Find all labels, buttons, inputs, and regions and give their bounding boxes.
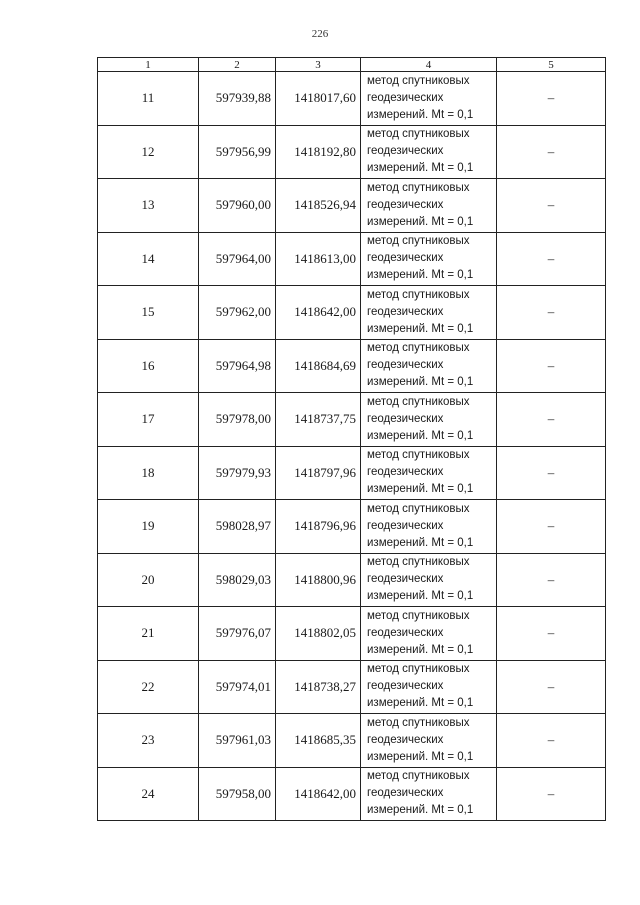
x-coordinate-cell: 597964,00 bbox=[199, 232, 276, 286]
method-line-3: измерений. Mt = 0,1 bbox=[367, 376, 474, 389]
method-line-3: измерений. Mt = 0,1 bbox=[367, 162, 474, 175]
page-number: 226 bbox=[311, 28, 329, 40]
method-cell bbox=[361, 714, 497, 768]
method-line-1: метод спутниковых bbox=[367, 663, 470, 676]
point-number-cell: 15 bbox=[98, 286, 199, 340]
point-number-cell: 13 bbox=[98, 179, 199, 233]
point-number-cell: 18 bbox=[98, 446, 199, 500]
method-cell bbox=[361, 286, 497, 340]
method-line-2: геодезических bbox=[367, 252, 444, 265]
x-coordinate-cell: 597978,00 bbox=[199, 393, 276, 447]
method-line-2: геодезических bbox=[367, 787, 444, 800]
x-coordinate-cell: 597961,03 bbox=[199, 714, 276, 768]
point-number-cell: 17 bbox=[98, 393, 199, 447]
table-body bbox=[98, 72, 606, 821]
y-coordinate-cell: 1418796,96 bbox=[276, 500, 361, 554]
note-cell: – bbox=[497, 125, 606, 179]
x-coordinate-cell: 597960,00 bbox=[199, 179, 276, 233]
method-line-3: измерений. Mt = 0,1 bbox=[367, 269, 474, 282]
method-line-3: измерений. Mt = 0,1 bbox=[367, 804, 474, 817]
table-row bbox=[98, 500, 606, 554]
y-coordinate-cell: 1418526,94 bbox=[276, 179, 361, 233]
y-coordinate-cell: 1418613,00 bbox=[276, 232, 361, 286]
method-line-1: метод спутниковых bbox=[367, 609, 470, 622]
method-line-1: метод спутниковых bbox=[367, 74, 470, 87]
point-number-cell: 16 bbox=[98, 339, 199, 393]
method-line-2: геодезических bbox=[367, 91, 444, 104]
method-line-2: геодезических bbox=[367, 145, 444, 158]
method-line-2: геодезических bbox=[367, 626, 444, 639]
table-row bbox=[98, 446, 606, 500]
method-cell bbox=[361, 767, 497, 821]
method-line-1: метод спутниковых bbox=[367, 128, 470, 141]
y-coordinate-cell: 1418017,60 bbox=[276, 72, 361, 126]
method-line-1: метод спутниковых bbox=[367, 502, 470, 515]
table-row bbox=[98, 232, 606, 286]
method-line-3: измерений. Mt = 0,1 bbox=[367, 536, 474, 549]
x-coordinate-cell: 597974,01 bbox=[199, 660, 276, 714]
header-col-5: 5 bbox=[497, 58, 606, 72]
x-coordinate-cell: 597964,98 bbox=[199, 339, 276, 393]
y-coordinate-cell: 1418684,69 bbox=[276, 339, 361, 393]
method-line-1: метод спутниковых bbox=[367, 235, 470, 248]
note-cell: – bbox=[497, 660, 606, 714]
x-coordinate-cell: 597976,07 bbox=[199, 607, 276, 661]
header-col-3: 3 bbox=[276, 58, 361, 72]
table-row bbox=[98, 339, 606, 393]
table-row bbox=[98, 607, 606, 661]
note-cell: – bbox=[497, 232, 606, 286]
method-cell bbox=[361, 446, 497, 500]
x-coordinate-cell: 597956,99 bbox=[199, 125, 276, 179]
method-line-3: измерений. Mt = 0,1 bbox=[367, 590, 474, 603]
x-coordinate-cell: 597962,00 bbox=[199, 286, 276, 340]
table-row bbox=[98, 125, 606, 179]
coordinates-table bbox=[97, 57, 606, 821]
y-coordinate-cell: 1418192,80 bbox=[276, 125, 361, 179]
point-number-cell: 14 bbox=[98, 232, 199, 286]
y-coordinate-cell: 1418642,00 bbox=[276, 767, 361, 821]
method-cell bbox=[361, 72, 497, 126]
method-line-1: метод спутниковых bbox=[367, 342, 470, 355]
note-cell: – bbox=[497, 553, 606, 607]
y-coordinate-cell: 1418737,75 bbox=[276, 393, 361, 447]
header-col-4: 4 bbox=[361, 58, 497, 72]
y-coordinate-cell: 1418800,96 bbox=[276, 553, 361, 607]
note-cell: – bbox=[497, 339, 606, 393]
method-line-3: измерений. Mt = 0,1 bbox=[367, 697, 474, 710]
method-line-1: метод спутниковых bbox=[367, 556, 470, 569]
method-line-1: метод спутниковых bbox=[367, 770, 470, 783]
x-coordinate-cell: 598029,03 bbox=[199, 553, 276, 607]
method-line-2: геодезических bbox=[367, 680, 444, 693]
method-line-3: измерений. Mt = 0,1 bbox=[367, 750, 474, 763]
table-row bbox=[98, 714, 606, 768]
table-row bbox=[98, 72, 606, 126]
point-number-cell: 19 bbox=[98, 500, 199, 554]
point-number-cell: 22 bbox=[98, 660, 199, 714]
method-line-1: метод спутниковых bbox=[367, 395, 470, 408]
point-number-cell: 12 bbox=[98, 125, 199, 179]
point-number-cell: 11 bbox=[98, 72, 199, 126]
method-cell bbox=[361, 607, 497, 661]
method-line-1: метод спутниковых bbox=[367, 181, 470, 194]
method-line-1: метод спутниковых bbox=[367, 716, 470, 729]
method-line-3: измерений. Mt = 0,1 bbox=[367, 429, 474, 442]
x-coordinate-cell: 597958,00 bbox=[199, 767, 276, 821]
table-row bbox=[98, 286, 606, 340]
method-line-2: геодезических bbox=[367, 733, 444, 746]
method-line-3: измерений. Mt = 0,1 bbox=[367, 322, 474, 335]
note-cell: – bbox=[497, 714, 606, 768]
method-line-2: геодезических bbox=[367, 359, 444, 372]
note-cell: – bbox=[497, 446, 606, 500]
table-header bbox=[98, 58, 606, 72]
x-coordinate-cell: 597939,88 bbox=[199, 72, 276, 126]
table-row bbox=[98, 393, 606, 447]
y-coordinate-cell: 1418685,35 bbox=[276, 714, 361, 768]
header-col-1: 1 bbox=[98, 58, 199, 72]
note-cell: – bbox=[497, 607, 606, 661]
method-cell bbox=[361, 393, 497, 447]
table-row bbox=[98, 660, 606, 714]
x-coordinate-cell: 597979,93 bbox=[199, 446, 276, 500]
header-col-2: 2 bbox=[199, 58, 276, 72]
note-cell: – bbox=[497, 393, 606, 447]
method-cell bbox=[361, 660, 497, 714]
method-line-1: метод спутниковых bbox=[367, 288, 470, 301]
note-cell: – bbox=[497, 767, 606, 821]
y-coordinate-cell: 1418738,27 bbox=[276, 660, 361, 714]
point-number-cell: 21 bbox=[98, 607, 199, 661]
header-row bbox=[98, 58, 606, 72]
y-coordinate-cell: 1418802,05 bbox=[276, 607, 361, 661]
note-cell: – bbox=[497, 500, 606, 554]
point-number-cell: 20 bbox=[98, 553, 199, 607]
table-row bbox=[98, 179, 606, 233]
method-cell bbox=[361, 339, 497, 393]
method-line-2: геодезических bbox=[367, 519, 444, 532]
method-cell bbox=[361, 179, 497, 233]
method-line-2: геодезических bbox=[367, 466, 444, 479]
method-cell bbox=[361, 232, 497, 286]
method-line-3: измерений. Mt = 0,1 bbox=[367, 215, 474, 228]
method-line-3: измерений. Mt = 0,1 bbox=[367, 643, 474, 656]
method-line-2: геодезических bbox=[367, 198, 444, 211]
method-line-2: геодезических bbox=[367, 305, 444, 318]
y-coordinate-cell: 1418797,96 bbox=[276, 446, 361, 500]
table-row bbox=[98, 767, 606, 821]
note-cell: – bbox=[497, 179, 606, 233]
method-line-2: геодезических bbox=[367, 412, 444, 425]
method-cell bbox=[361, 125, 497, 179]
method-cell bbox=[361, 553, 497, 607]
method-line-1: метод спутниковых bbox=[367, 449, 470, 462]
y-coordinate-cell: 1418642,00 bbox=[276, 286, 361, 340]
x-coordinate-cell: 598028,97 bbox=[199, 500, 276, 554]
method-cell bbox=[361, 500, 497, 554]
note-cell: – bbox=[497, 286, 606, 340]
point-number-cell: 23 bbox=[98, 714, 199, 768]
note-cell: – bbox=[497, 72, 606, 126]
table-row bbox=[98, 553, 606, 607]
point-number-cell: 24 bbox=[98, 767, 199, 821]
method-line-3: измерений. Mt = 0,1 bbox=[367, 483, 474, 496]
method-line-3: измерений. Mt = 0,1 bbox=[367, 108, 474, 121]
method-line-2: геодезических bbox=[367, 573, 444, 586]
